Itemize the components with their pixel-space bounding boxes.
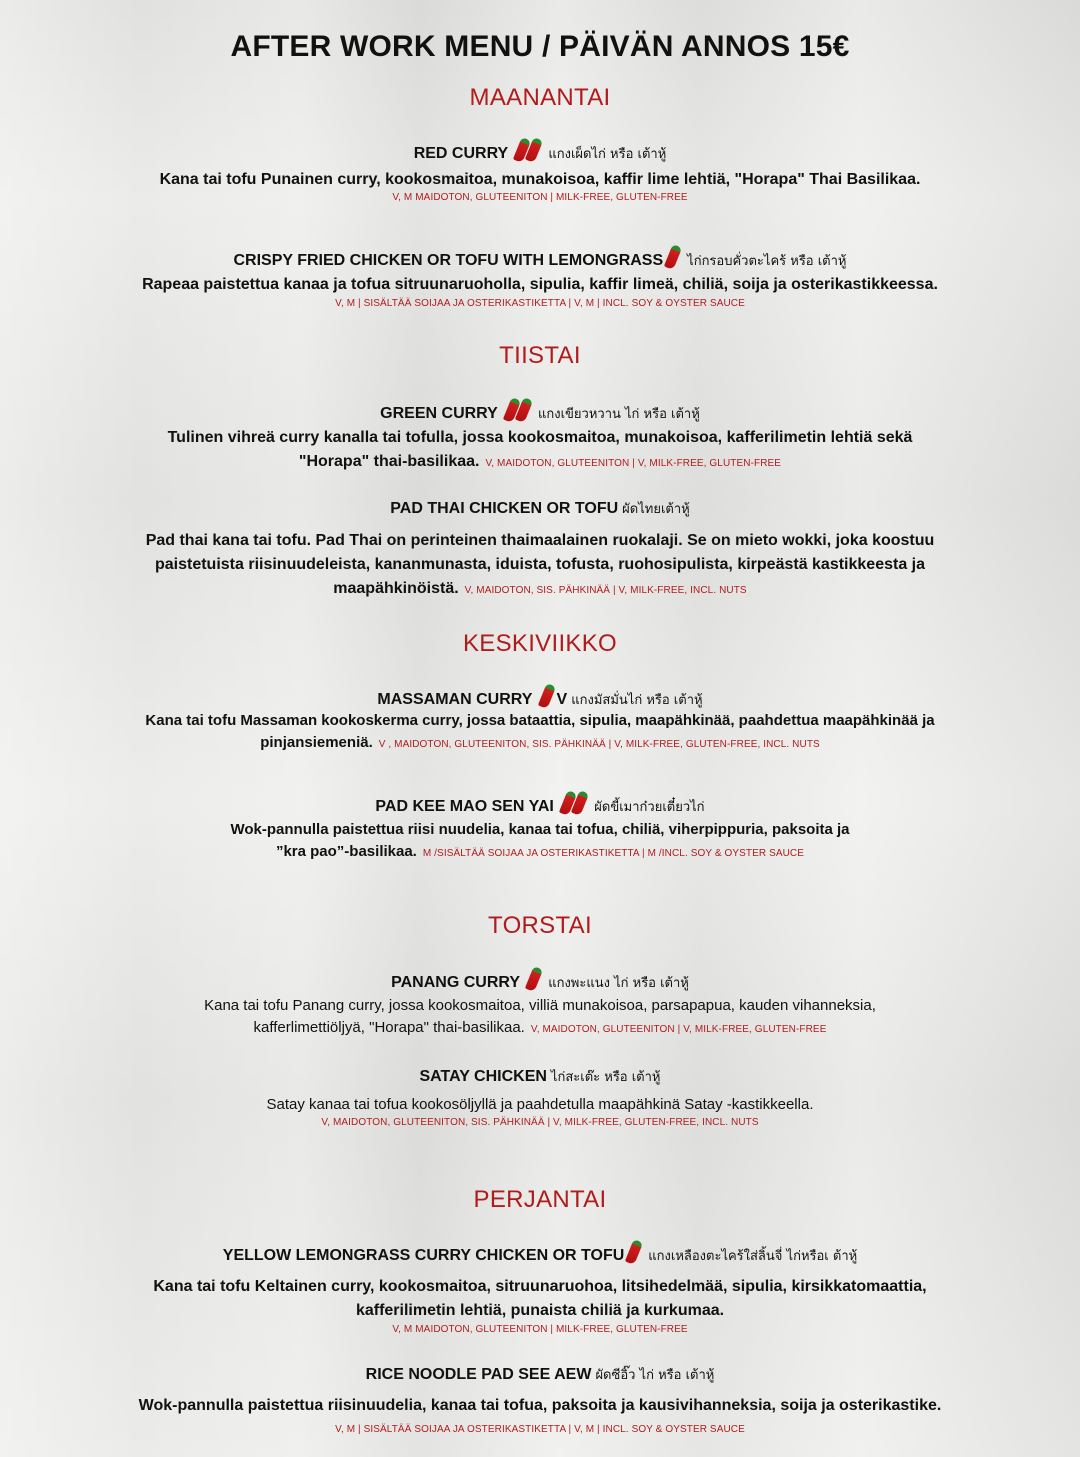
chili-icon <box>525 966 543 992</box>
dish-description <box>60 1275 1020 1323</box>
dish-diet-info: V , MAIDOTON, GLUTEENITON, SIS. PÄHKINÄÄ | V, MILK-FREE, GLUTEN-FREE, INCL. NUTS <box>378 739 820 750</box>
chili-icon-group <box>506 398 530 423</box>
dish-thai-name: แกงเหลืองตะไคร้ใส่ลิ้นจี่ ไก่หรือเ ต้าหู้ <box>648 1249 858 1264</box>
dish-description <box>80 426 1000 476</box>
desc-line-1: Pad thai kana tai tofu. Pad Thai on perinteinen thaimaalainen ruokalaji. Se on mieto wokki, joka koostuu <box>145 532 935 549</box>
dish-name: SATAY CHICKEN <box>419 1068 547 1085</box>
dish-thai-name: ผัดขี้เมาก๋วยเตี๋ยวไก่ <box>594 800 705 815</box>
desc-line-1: Kana tai tofu Massaman kookoskerma curry, jossa bataattia, sipulia, maapähkinää, paahdettua maapähkinää ja <box>145 712 935 729</box>
desc-line-2: kafferilimetin lehtiä, punaista chiliä ja kurkumaa. <box>355 1302 725 1319</box>
dish-thai-name: ไก่สะเต๊ะ หรือ เต้าหู้ <box>550 1070 661 1085</box>
desc-line-1: Kana tai tofu Panang curry, jossa kookosmaitoa, villiä munakoisoa, parsapapua, kauden vihanneksia, <box>204 997 876 1014</box>
dish-thai-name: แกงเขียวหวาน ไก่ หรือ เต้าหู้ <box>537 407 700 422</box>
chili-icon <box>625 1239 643 1265</box>
dish-description: Rapeaa paistettua kanaa ja tofua sitruunaruoholla, sipulia, kaffir limeä, chiliä, soija ja osterikastikkeessa. <box>142 276 938 293</box>
dish-title-pad-see-aew <box>0 1364 1080 1385</box>
dish-description <box>80 710 1000 756</box>
desc-line-1: Wok-pannulla paistettua riisi nuudelia, kanaa tai tofua, chiliä, viherpippuria, paksoita ja <box>230 821 850 838</box>
desc-line-2: paistetuista riisinuudeleista, kananmunasta, iduista, tofusta, ruohosipulista, kirpeästä kastikkeesta ja <box>154 556 926 573</box>
dish-title-pad-thai <box>0 498 1080 519</box>
dish-description <box>80 995 1000 1041</box>
dish-thai-name: แกงมัสมั่นไก่ หรือ เต้าหู้ <box>571 693 703 708</box>
dish-title-red-curry <box>0 138 1080 164</box>
dish-name: PANANG CURRY <box>391 974 520 991</box>
dish-diet-info: V, M MAIDOTON, GLUTEENITON | MILK-FREE, GLUTEN-FREE <box>392 1324 688 1335</box>
dish-diet-info: V, M MAIDOTON, GLUTEENITON | MILK-FREE, GLUTEN-FREE <box>392 192 688 203</box>
desc-line-2: pinjansiemeniä. <box>260 734 373 751</box>
dish-thai-name: ผัดไทยเต้าหู้ <box>622 502 690 517</box>
dish-title-yellow-lemongrass <box>0 1240 1080 1266</box>
dish-name: RED CURRY <box>413 145 508 162</box>
dish-name: PAD THAI CHICKEN OR TOFU <box>390 500 619 517</box>
chili-icon <box>537 683 555 709</box>
dish-diet-info: V, MAIDOTON, SIS. PÄHKINÄÄ | V, MILK-FREE, INCL. NUTS <box>464 585 747 596</box>
dish-diet-info: V, M | SISÄLTÄÄ SOIJAA JA OSTERIKASTIKETTA | V, M | INCL. SOY & OYSTER SAUCE <box>335 298 745 309</box>
desc-line-1: Kana tai tofu Keltainen curry, kookosmaitoa, sitruunaruohoa, litsihedelmää, sipulia, kirsikkatomaattia, <box>153 1278 927 1295</box>
chili-icon-group <box>628 1240 640 1265</box>
dish-description <box>80 819 1000 865</box>
day-heading-torstai: TORSTAI <box>488 912 592 939</box>
dish-title-crispy-fried <box>0 245 1080 271</box>
dish-thai-name: แกงพะแนง ไก่ หรือ เต้าหู้ <box>548 976 689 991</box>
chili-icon-group <box>528 967 540 992</box>
dish-diet-info: V, MAIDOTON, GLUTEENITON, SIS. PÄHKINÄÄ | V, MILK-FREE, GLUTEN-FREE, INCL. NUTS <box>321 1117 759 1128</box>
menu-title: AFTER WORK MENU / PÄIVÄN ANNOS 15€ <box>230 30 850 63</box>
day-heading-tiistai: TIISTAI <box>499 342 581 369</box>
dish-name: CRISPY FRIED CHICKEN OR TOFU WITH LEMONGRASS <box>233 252 664 269</box>
dish-name: PAD KEE MAO SEN YAI <box>375 798 554 815</box>
dish-diet-info: V, MAIDOTON, GLUTEENITON | V, MILK-FREE, GLUTEN-FREE <box>485 458 782 469</box>
day-heading-maanantai: MAANANTAI <box>469 84 611 111</box>
dish-description <box>60 529 1020 603</box>
dish-name: RICE NOODLE PAD SEE AEW <box>365 1366 592 1383</box>
desc-line-2: kafferlimettiöljyä, "Horapa" thai-basilikaa. <box>253 1019 525 1036</box>
dish-diet-info: V, M | SISÄLTÄÄ SOIJAA JA OSTERIKASTIKETTA | V, M | INCL. SOY & OYSTER SAUCE <box>335 1424 745 1435</box>
desc-line-2: ”kra pao”-basilikaa. <box>275 843 417 860</box>
dish-diet-info: V, MAIDOTON, GLUTEENITON | V, MILK-FREE, GLUTEN-FREE <box>530 1024 827 1035</box>
dish-name: MASSAMAN CURRY <box>377 691 533 708</box>
chili-icon-group <box>667 245 679 270</box>
desc-line-1: Tulinen vihreä curry kanalla tai tofulla, jossa kookosmaitoa, munakoisoa, kafferilimetin lehtiä sekä <box>167 429 913 446</box>
day-heading-perjantai: PERJANTAI <box>473 1186 607 1213</box>
dish-thai-name: ไก่กรอบคั่วตะไคร้ หรือ เต้าหู้ <box>687 254 847 269</box>
desc-line-3: maapähkinöistä. <box>333 580 459 597</box>
dish-description: Wok-pannulla paistettua riisinuudelia, kanaa tai tofua, paksoita ja kausivihanneksia, soija ja osterikastike. <box>138 1397 942 1414</box>
dish-name: YELLOW LEMONGRASS CURRY CHICKEN OR TOFU <box>222 1247 625 1264</box>
dish-thai-name: ผัดซีอิ๊ว ไก่ หรือ เต้าหู้ <box>595 1368 715 1383</box>
dish-title-pad-kee-mao <box>0 791 1080 817</box>
chili-icon <box>664 244 682 270</box>
dish-title-massaman-curry <box>0 684 1080 710</box>
dish-name: GREEN CURRY <box>380 405 498 422</box>
dish-title-green-curry <box>0 398 1080 424</box>
desc-line-2: "Horapa" thai-basilikaa. <box>298 453 480 470</box>
dish-suffix: V <box>556 691 568 708</box>
dish-diet-info: M /SISÄLTÄÄ SOIJAA JA OSTERIKASTIKETTA | M /INCL. SOY & OYSTER SAUCE <box>422 848 805 859</box>
dish-description: Satay kanaa tai tofua kookosöljyllä ja paahdetulla maapähkinä Satay -kastikkeella. <box>266 1096 814 1113</box>
chili-icon-group <box>562 791 586 816</box>
dish-title-panang-curry <box>0 967 1080 993</box>
dish-title-satay-chicken <box>0 1066 1080 1087</box>
chili-icon-group <box>516 138 540 163</box>
chili-icon-group <box>541 684 553 709</box>
dish-thai-name: แกงเผ็ดไก่ หรือ เต้าหู้ <box>548 147 667 162</box>
dish-description: Kana tai tofu Punainen curry, kookosmaitoa, munakoisoa, kaffir lime lehtiä, "Horapa" Thai Basilikaa. <box>159 171 921 188</box>
day-heading-keskiviikko: KESKIVIIKKO <box>462 630 618 657</box>
